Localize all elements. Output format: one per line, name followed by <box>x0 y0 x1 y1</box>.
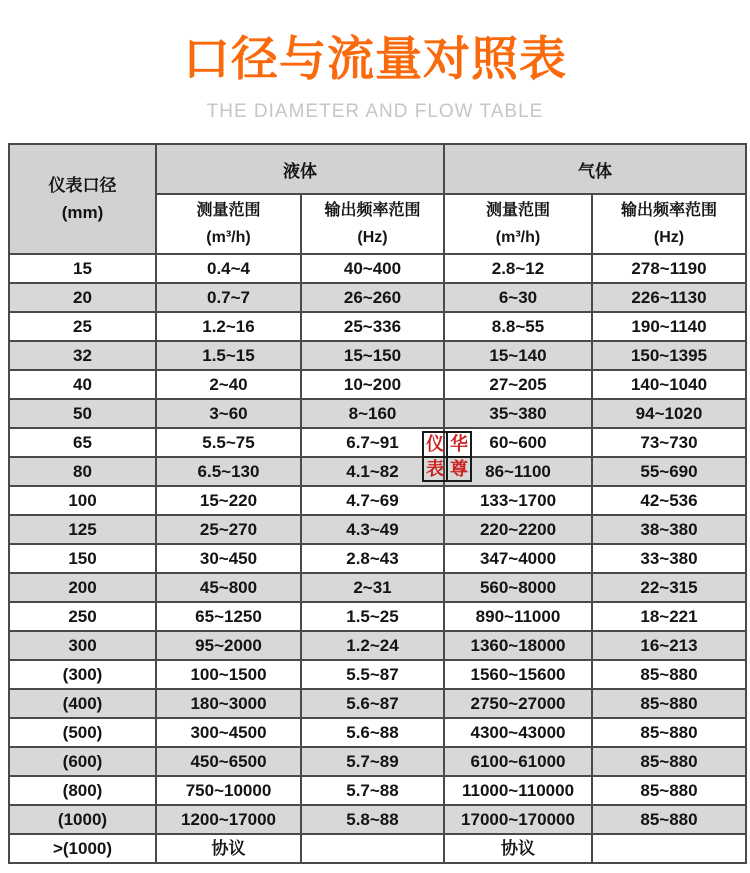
value-cell: 560~8000 <box>444 573 592 602</box>
value-cell: 890~11000 <box>444 602 592 631</box>
value-cell: 85~880 <box>592 776 746 805</box>
value-cell: 22~315 <box>592 573 746 602</box>
value-cell: 5.7~88 <box>301 776 444 805</box>
value-cell: 1.2~24 <box>301 631 444 660</box>
watermark-char: 华 <box>447 432 471 457</box>
watermark-char: 表 <box>423 457 447 482</box>
watermark-char: 仪 <box>423 432 447 457</box>
value-cell: 85~880 <box>592 718 746 747</box>
table-row <box>9 341 746 370</box>
subheader-liquid-frequency <box>301 194 444 254</box>
subheader-label: 测量范围 <box>485 202 550 219</box>
value-cell: 5.6~87 <box>301 689 444 718</box>
value-cell: 5.7~89 <box>301 747 444 776</box>
value-cell: 94~1020 <box>592 399 746 428</box>
diameter-cell: (1000) <box>9 805 156 834</box>
value-cell: 73~730 <box>592 428 746 457</box>
value-cell <box>592 834 746 863</box>
value-cell: 1560~15600 <box>444 660 592 689</box>
value-cell: 17000~170000 <box>444 805 592 834</box>
table-row <box>9 254 746 283</box>
table-row <box>9 747 746 776</box>
diameter-column-header <box>9 144 156 254</box>
value-cell: 1200~17000 <box>156 805 301 834</box>
diameter-flow-table <box>8 143 747 864</box>
value-cell: 180~3000 <box>156 689 301 718</box>
table-row <box>9 776 746 805</box>
value-cell: 6.5~130 <box>156 457 301 486</box>
value-cell: 85~880 <box>592 805 746 834</box>
diameter-cell: 250 <box>9 602 156 631</box>
value-cell: 0.4~4 <box>156 254 301 283</box>
diameter-cell: (500) <box>9 718 156 747</box>
table-row <box>9 660 746 689</box>
value-cell: 6.7~91 <box>301 428 444 457</box>
value-cell: 140~1040 <box>592 370 746 399</box>
diameter-header-label: 仪表口径 <box>48 176 117 195</box>
value-cell: 85~880 <box>592 747 746 776</box>
diameter-cell: 20 <box>9 283 156 312</box>
value-cell: 16~213 <box>592 631 746 660</box>
table-row <box>9 544 746 573</box>
page-subtitle: THE DIAMETER AND FLOW TABLE <box>206 101 544 122</box>
subheader-gas-range <box>444 194 592 254</box>
value-cell: 4.7~69 <box>301 486 444 515</box>
table-body <box>9 254 746 863</box>
value-cell <box>301 834 444 863</box>
diameter-cell: 300 <box>9 631 156 660</box>
table-row <box>9 283 746 312</box>
value-cell: 11000~110000 <box>444 776 592 805</box>
value-cell: 133~1700 <box>444 486 592 515</box>
value-cell: 347~4000 <box>444 544 592 573</box>
value-cell: 42~536 <box>592 486 746 515</box>
value-cell: 协议 <box>156 834 301 863</box>
diameter-cell: 200 <box>9 573 156 602</box>
value-cell: 26~260 <box>301 283 444 312</box>
diameter-cell: 150 <box>9 544 156 573</box>
table-row <box>9 312 746 341</box>
value-cell: 5.8~88 <box>301 805 444 834</box>
value-cell: 25~270 <box>156 515 301 544</box>
value-cell: 95~2000 <box>156 631 301 660</box>
value-cell: 85~880 <box>592 689 746 718</box>
subheader-unit: (Hz) <box>653 229 685 246</box>
value-cell: 10~200 <box>301 370 444 399</box>
table-row <box>9 457 746 486</box>
value-cell: 38~380 <box>592 515 746 544</box>
value-cell: 8.8~55 <box>444 312 592 341</box>
table-row <box>9 515 746 544</box>
diameter-cell: (800) <box>9 776 156 805</box>
value-cell: 1.5~15 <box>156 341 301 370</box>
value-cell: 5.6~88 <box>301 718 444 747</box>
value-cell: 18~221 <box>592 602 746 631</box>
value-cell: 15~150 <box>301 341 444 370</box>
value-cell: 协议 <box>444 834 592 863</box>
value-cell: 33~380 <box>592 544 746 573</box>
subheader-label: 输出频率范围 <box>620 202 717 219</box>
value-cell: 2~31 <box>301 573 444 602</box>
group-header-gas: 气体 <box>444 144 746 194</box>
table-row <box>9 834 746 863</box>
value-cell: 4.3~49 <box>301 515 444 544</box>
value-cell: 1.2~16 <box>156 312 301 341</box>
subheader-unit: (m³/h) <box>206 229 251 246</box>
diameter-cell: 50 <box>9 399 156 428</box>
value-cell: 5.5~87 <box>301 660 444 689</box>
value-cell: 40~400 <box>301 254 444 283</box>
brand-watermark <box>422 431 472 482</box>
value-cell: 30~450 <box>156 544 301 573</box>
value-cell: 8~160 <box>301 399 444 428</box>
value-cell: 1.5~25 <box>301 602 444 631</box>
value-cell: 55~690 <box>592 457 746 486</box>
value-cell: 3~60 <box>156 399 301 428</box>
table-row <box>9 428 746 457</box>
value-cell: 750~10000 <box>156 776 301 805</box>
table-row <box>9 573 746 602</box>
value-cell: 150~1395 <box>592 341 746 370</box>
diameter-header-unit: (mm) <box>61 203 104 222</box>
value-cell: 15~220 <box>156 486 301 515</box>
value-cell: 85~880 <box>592 660 746 689</box>
value-cell: 226~1130 <box>592 283 746 312</box>
value-cell: 45~800 <box>156 573 301 602</box>
table-row <box>9 689 746 718</box>
diameter-cell: (600) <box>9 747 156 776</box>
table-row <box>9 486 746 515</box>
value-cell: 2750~27000 <box>444 689 592 718</box>
diameter-cell: 100 <box>9 486 156 515</box>
subheader-liquid-range <box>156 194 301 254</box>
value-cell: 2.8~43 <box>301 544 444 573</box>
value-cell: 278~1190 <box>592 254 746 283</box>
value-cell: 60~600 <box>444 428 592 457</box>
diameter-cell: (400) <box>9 689 156 718</box>
subheader-label: 输出频率范围 <box>324 202 421 219</box>
value-cell: 450~6500 <box>156 747 301 776</box>
value-cell: 1360~18000 <box>444 631 592 660</box>
table-row <box>9 718 746 747</box>
diameter-cell: 125 <box>9 515 156 544</box>
value-cell: 25~336 <box>301 312 444 341</box>
diameter-cell: 65 <box>9 428 156 457</box>
diameter-cell: >(1000) <box>9 834 156 863</box>
value-cell: 2.8~12 <box>444 254 592 283</box>
value-cell: 15~140 <box>444 341 592 370</box>
value-cell: 4300~43000 <box>444 718 592 747</box>
value-cell: 6~30 <box>444 283 592 312</box>
table-row <box>9 399 746 428</box>
value-cell: 220~2200 <box>444 515 592 544</box>
subheader-unit: (Hz) <box>357 229 388 246</box>
table-row <box>9 631 746 660</box>
group-header-liquid: 液体 <box>156 144 444 194</box>
watermark-char: 尊 <box>447 457 471 482</box>
diameter-cell: 80 <box>9 457 156 486</box>
diameter-cell: 15 <box>9 254 156 283</box>
value-cell: 2~40 <box>156 370 301 399</box>
value-cell: 86~1100 <box>444 457 592 486</box>
value-cell: 27~205 <box>444 370 592 399</box>
value-cell: 35~380 <box>444 399 592 428</box>
table-row <box>9 370 746 399</box>
subheader-gas-frequency <box>592 194 746 254</box>
diameter-cell: (300) <box>9 660 156 689</box>
value-cell: 190~1140 <box>592 312 746 341</box>
value-cell: 300~4500 <box>156 718 301 747</box>
value-cell: 4.1~82 <box>301 457 444 486</box>
value-cell: 5.5~75 <box>156 428 301 457</box>
subheader-label: 测量范围 <box>196 202 261 219</box>
value-cell: 6100~61000 <box>444 747 592 776</box>
diameter-cell: 40 <box>9 370 156 399</box>
subheader-unit: (m³/h) <box>495 229 541 246</box>
diameter-cell: 32 <box>9 341 156 370</box>
table-row <box>9 602 746 631</box>
page-title: 口径与流量对照表 <box>183 32 567 85</box>
value-cell: 0.7~7 <box>156 283 301 312</box>
value-cell: 100~1500 <box>156 660 301 689</box>
table-row <box>9 805 746 834</box>
diameter-cell: 25 <box>9 312 156 341</box>
value-cell: 65~1250 <box>156 602 301 631</box>
